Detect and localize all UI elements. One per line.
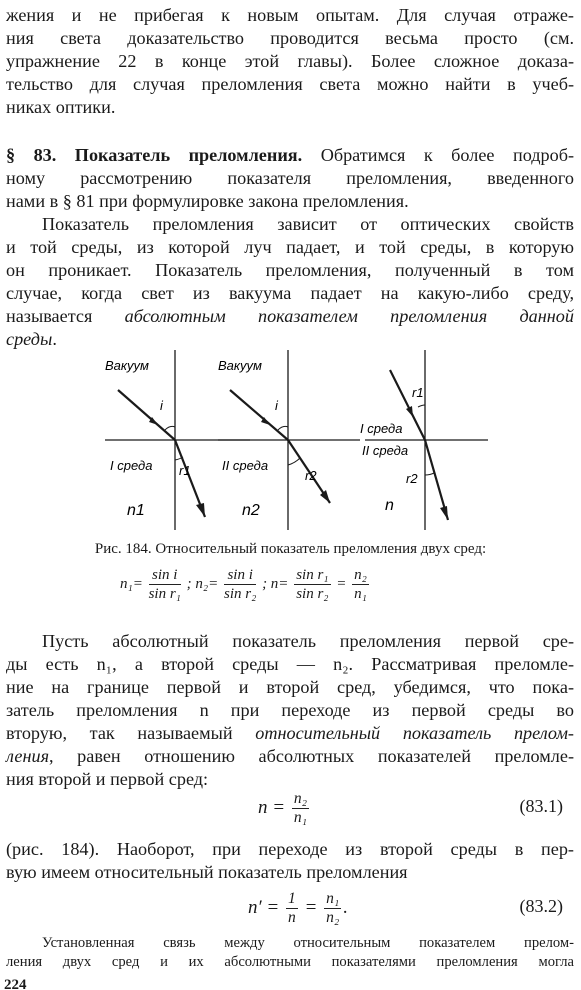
section-title: Показатель преломления.	[74, 145, 303, 165]
vacuum-label: Вакуум	[105, 358, 149, 373]
denominator: n₂	[326, 909, 340, 926]
formula-fragment: =	[336, 575, 347, 592]
text-line-mixed	[6, 745, 574, 768]
incident-ray	[230, 390, 288, 440]
denominator: n₁	[354, 586, 367, 602]
medium-label: II среда	[222, 458, 269, 473]
incident-ray	[118, 390, 175, 440]
angle-arc	[288, 458, 300, 465]
paragraph-small-print	[6, 934, 574, 972]
angle-arc	[165, 426, 175, 430]
fraction	[224, 566, 256, 603]
angle-arc	[425, 473, 434, 475]
fraction	[149, 566, 181, 603]
section-first-line	[6, 144, 574, 167]
text-line: (рис. 184). Наоборот, при переходе из второй среды в пер-	[6, 839, 574, 859]
numerator: 1	[287, 890, 296, 907]
angle-arc	[278, 426, 288, 430]
refraction-figure	[0, 345, 581, 535]
caption-formula	[120, 566, 371, 603]
fraction	[352, 566, 369, 603]
text-line: ния второй и первой сред:	[6, 769, 209, 789]
arrow-head	[196, 503, 205, 517]
numerator: sin r₁	[296, 567, 329, 583]
text-line: ды есть n₁, а второй среды — n₂. Рассматривая преломле-	[6, 654, 574, 674]
italic-term: абсолютным показателем преломления данной	[124, 306, 574, 326]
medium-label: I среда	[360, 421, 403, 436]
figure-caption: Рис. 184. Относительный показатель преломления двух сред:	[94, 541, 487, 557]
text-line: случае, когда свет из вакуума падает на какую-либо среду,	[6, 283, 574, 303]
formula-fragment: n′ =	[248, 896, 280, 918]
italic-term: относительный показатель прелом-	[255, 723, 574, 743]
equation-83-2	[248, 890, 348, 927]
text-fragment: называется	[6, 306, 125, 326]
italic-term: ления	[6, 746, 50, 766]
text-line: вую имеем относительный показатель преломления	[6, 862, 408, 882]
paragraph-absolute-index	[6, 213, 574, 351]
text-line: нами в § 81 при формулировке закона преломления.	[6, 191, 409, 211]
text-line-mixed	[6, 305, 574, 328]
angle-label: i	[160, 398, 163, 413]
formula-fragment: =	[304, 896, 318, 918]
text-line: ному рассмотрению показателя преломления, введенного	[6, 168, 574, 188]
denominator: sin r₁	[148, 586, 181, 602]
text-line: упражнение 22 в конце этой главы). Более сложное доказа-	[6, 51, 574, 71]
text-fragment: , равен отношению абсолютных показателей преломле-	[49, 746, 574, 766]
italic-term: среды	[6, 329, 53, 349]
numerator: n₂	[354, 567, 367, 583]
medium-label: I среда	[110, 458, 153, 473]
text-fragment: вторую, так называемый	[6, 723, 256, 743]
text-line: жения и не прибегая к новым опытам. Для случая отраже-	[6, 5, 574, 25]
index-label: n	[385, 497, 394, 514]
equation-83-1	[258, 790, 311, 827]
section-number: § 83.	[6, 145, 57, 165]
medium-label: II среда	[362, 443, 409, 458]
angle-label: r2	[406, 471, 418, 486]
fraction	[324, 890, 341, 927]
section-paragraph	[6, 144, 574, 213]
formula-fragment: ; n₂=	[186, 575, 219, 592]
text-fragment: Обратимся к более подроб-	[320, 145, 575, 165]
angle-label: i	[275, 398, 278, 413]
text-line: Пусть абсолютный показатель преломления первой сре-	[42, 631, 574, 651]
angle-label: r2	[305, 468, 317, 483]
denominator: n₁	[293, 809, 307, 826]
index-label: n1	[127, 502, 145, 519]
vacuum-label: Вакуум	[218, 358, 262, 373]
text-line: он проникает. Показатель преломления, полученный в том	[6, 260, 574, 280]
paragraph-inverse	[6, 838, 574, 884]
text-line: Установленная связь между относительным показателем прелом-	[42, 935, 574, 951]
equation-number: (83.2)	[519, 896, 563, 916]
denominator: sin r₂	[224, 586, 257, 602]
index-label: n2	[242, 502, 260, 519]
formula-fragment: ; n=	[262, 575, 289, 592]
numerator: n₁	[326, 890, 340, 907]
fraction	[294, 566, 330, 603]
numerator: sin i	[224, 566, 256, 585]
text-line: ния света доказательство проводится весьма просто (см.	[6, 28, 574, 48]
text-line: никах оптики.	[6, 97, 116, 117]
fraction	[286, 890, 298, 927]
text-line: ние на границе первой и второй сред, убедимся, что пока-	[6, 677, 574, 697]
denominator: n	[287, 909, 296, 926]
numerator: sin i	[149, 566, 181, 585]
denominator: sin r₂	[296, 586, 329, 602]
fraction	[292, 790, 309, 827]
top-paragraph	[6, 4, 574, 119]
text-line: Показатель преломления зависит от оптических свойств	[42, 214, 574, 234]
text-line: и той среды, из которой луч падает, и той среды, в которую	[6, 237, 574, 257]
text-line: затель преломления n при переходе из первой среды во	[6, 700, 574, 720]
arrow-head	[440, 506, 448, 520]
numerator: n₂	[293, 790, 307, 807]
text-line: тельство для случая преломления света можно найти в учеб-	[6, 74, 574, 94]
formula-fragment: n =	[258, 796, 286, 818]
angle-arc	[418, 405, 425, 407]
arrow-head	[406, 406, 413, 417]
formula-fragment: .	[343, 896, 348, 918]
angle-label: r1	[179, 463, 191, 478]
text-line: ления двух сред и их абсолютными показателями преломления могла	[6, 954, 574, 970]
formula-fragment: n₁=	[120, 575, 143, 592]
text-line-mixed	[6, 722, 574, 745]
paragraph-relative-index	[6, 630, 574, 791]
text-fragment: .	[52, 329, 57, 349]
angle-label: r1	[412, 385, 424, 400]
equation-number: (83.1)	[519, 796, 563, 816]
page-number: 224	[4, 978, 27, 990]
